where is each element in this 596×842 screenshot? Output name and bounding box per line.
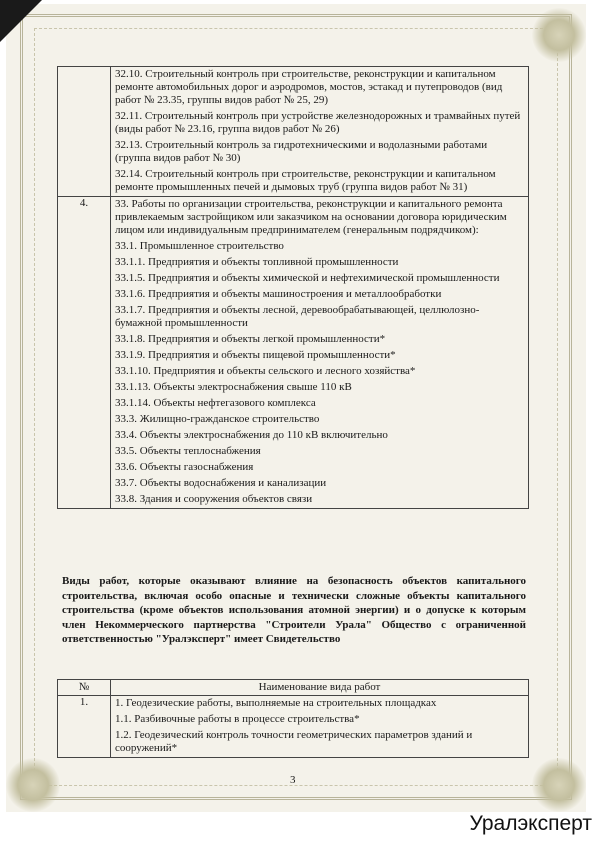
- corner-ornament-bottom-left: [6, 758, 60, 812]
- list-item: 32.10. Строительный контроль при строительстве, реконструкции и капитальном ремонте автомобильных дорог и аэродромов, мостов, эстакад и путепроводов (вид работ № 23.35, группы видов работ № 25, 29): [115, 68, 503, 106]
- row-number-cell: 4.: [58, 197, 111, 509]
- brand-watermark: Уралэксперт: [469, 812, 592, 835]
- list-item: 1.2. Геодезический контроль точности геометрических параметров зданий и сооружений*: [115, 729, 473, 754]
- works-table: [57, 679, 529, 758]
- corner-ornament-top-right: [532, 8, 586, 62]
- list-item: 33.1.14. Объекты нефтегазового комплекса: [115, 397, 316, 409]
- row-text-cell: [111, 197, 529, 509]
- list-item: 33.4. Объекты электроснабжения до 110 кВ включительно: [115, 429, 388, 441]
- row-text-cell: [111, 696, 529, 758]
- page-number: 3: [290, 774, 296, 786]
- list-item: 33.8. Здания и сооружения объектов связи: [115, 493, 313, 505]
- section-heading: [62, 574, 526, 647]
- row-number-cell: [58, 67, 111, 197]
- list-item: 33.1.6. Предприятия и объекты машиностроения и металлообработки: [115, 288, 442, 300]
- list-item: 33.6. Объекты газоснабжения: [115, 461, 254, 473]
- list-item: 33. Работы по организации строительства, реконструкции и капитального ремонта привлекаемым застройщиком или заказчиком на основании договора юридическим лицом или индивидуальным предпринимателем (генеральным подрядчиком):: [115, 198, 507, 236]
- list-item: 32.11. Строительный контроль при устройстве железнодорожных и трамвайных путей (виды работ № 23.16, группа видов работ № 26): [115, 110, 521, 135]
- list-item: 32.13. Строительный контроль за гидротехническими и водолазными работами (группа видов работ № 30): [115, 139, 488, 164]
- list-item: 1.1. Разбивочные работы в процессе строительства*: [115, 713, 360, 725]
- works-table-continued: [57, 66, 529, 509]
- list-item: 33.7. Объекты водоснабжения и канализации: [115, 477, 327, 489]
- list-item: 33.1.10. Предприятия и объекты сельского и лесного хозяйства*: [115, 365, 416, 377]
- row-number-cell: 1.: [58, 696, 111, 758]
- section-heading-text: Виды работ, которые оказывают влияние на безопасность объектов капитального строительства, включая особо опасные и технически сложные объекты капитального строительства (кроме объектов использования атомной энергии) и о допуске к которым член Некоммерческого партнерства "Строители Урала" Общество с ограниченной ответственностью "Уралэксперт" имеет Свидетельство: [62, 575, 526, 645]
- list-item: 33.1. Промышленное строительство: [115, 240, 284, 252]
- list-item: 33.1.8. Предприятия и объекты легкой промышленности*: [115, 333, 386, 345]
- row-text-cell: [111, 67, 529, 197]
- table-row: [58, 696, 529, 758]
- list-item: 33.1.13. Объекты электроснабжения свыше 110 кВ: [115, 381, 352, 393]
- list-item: 33.5. Объекты теплоснабжения: [115, 445, 261, 457]
- column-header-number: №: [58, 680, 111, 696]
- list-item: 33.3. Жилищно-гражданское строительство: [115, 413, 320, 425]
- list-item: 1. Геодезические работы, выполняемые на строительных площадках: [115, 697, 437, 709]
- corner-ornament-bottom-right: [532, 758, 586, 812]
- table-row: [58, 67, 529, 197]
- column-header-name: Наименование вида работ: [111, 680, 529, 696]
- list-item: 33.1.5. Предприятия и объекты химической и нефтехимической промышленности: [115, 272, 500, 284]
- list-item: 33.1.1. Предприятия и объекты топливной промышленности: [115, 256, 399, 268]
- black-corner-mark: [0, 0, 42, 42]
- table-row: [58, 197, 529, 509]
- list-item: 32.14. Строительный контроль при строительстве, реконструкции и капитальном ремонте промышленных печей и дымовых труб (группа видов работ № 31): [115, 168, 496, 193]
- list-item: 33.1.7. Предприятия и объекты лесной, деревообрабатывающей, целлюлозно-бумажной промышленности: [115, 304, 480, 329]
- table-header-row: [58, 680, 529, 696]
- list-item: 33.1.9. Предприятия и объекты пищевой промышленности*: [115, 349, 396, 361]
